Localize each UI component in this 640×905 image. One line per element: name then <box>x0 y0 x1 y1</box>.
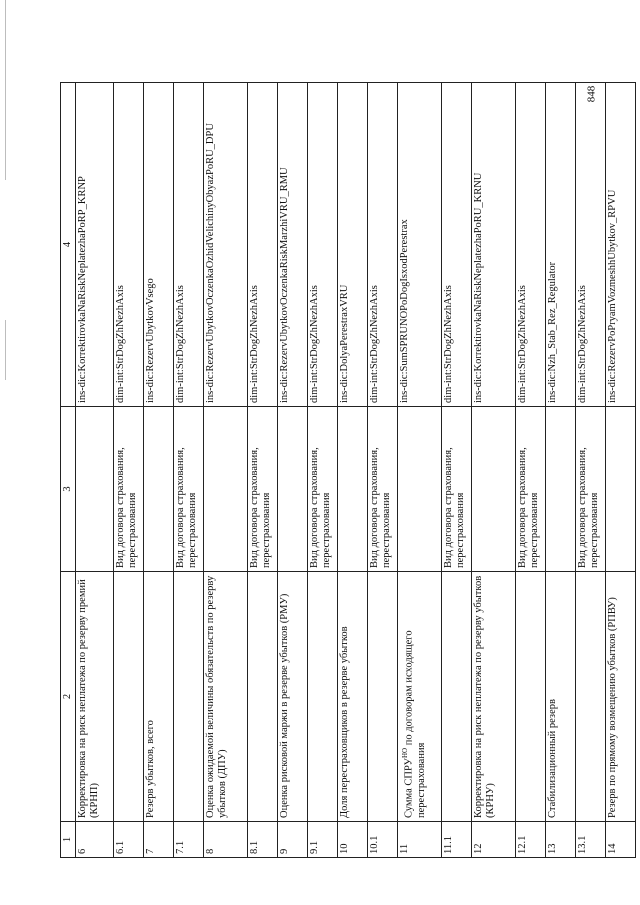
row-number-cell: 13.1 <box>576 822 606 858</box>
indicator-name-cell: Резерв убытков, всего <box>144 572 174 822</box>
dimension-cell: Вид договора страхования, перестрахования <box>368 407 398 572</box>
table-row <box>442 83 472 858</box>
code-cell: ins-dic:RezervUbytkovOczenkaOzhidVelichinyObyazPoRU_DPU <box>204 83 248 407</box>
indicator-name-cell <box>248 572 278 822</box>
dimension-cell: Вид договора страхования, перестрахования <box>576 407 606 572</box>
indicator-name-cell <box>308 572 338 822</box>
dimension-cell: Вид договора страхования, перестрахования <box>442 407 472 572</box>
dimension-cell <box>204 407 248 572</box>
indicator-name-head: Сумма СПРУ <box>403 758 415 818</box>
row-number-cell: 6 <box>76 822 114 858</box>
code-cell: dim-int:StrDogZhNezhAxis <box>516 83 546 407</box>
code-cell: dim-int:StrDogZhNezhAxis <box>114 83 144 407</box>
row-number-cell: 7.1 <box>174 822 204 858</box>
dimension-cell <box>338 407 368 572</box>
dimension-cell <box>472 407 516 572</box>
dimension-cell: Вид договора страхования, перестрахования <box>308 407 338 572</box>
code-cell: dim-int:StrDogZhNezhAxis <box>174 83 204 407</box>
header-cell: 2 <box>61 572 76 822</box>
table-row <box>576 83 606 858</box>
table-row <box>204 83 248 858</box>
dimension-cell: Вид договора страхования, перестрахования <box>114 407 144 572</box>
row-number-cell: 10 <box>338 822 368 858</box>
table-row <box>278 83 308 858</box>
indicator-name-cell: Резерв по прямому возмещению убытков (РПВУ) <box>606 572 636 822</box>
code-cell: dim-int:StrDogZhNezhAxis <box>308 83 338 407</box>
indicator-name-superscript: НО <box>401 747 409 759</box>
row-number-cell: 12 <box>472 822 516 858</box>
table-row <box>248 83 278 858</box>
header-cell: 4 <box>61 83 76 407</box>
code-cell: ins-dic:SumSPRUNOPoDogIsxodPerestrax <box>398 83 442 407</box>
row-number-cell: 12.1 <box>516 822 546 858</box>
code-cell: ins-dic:Nzh_Stab_Rez_Regulator <box>546 83 576 407</box>
indicator-name-cell <box>576 572 606 822</box>
row-number-cell: 8.1 <box>248 822 278 858</box>
code-cell: dim-int:StrDogZhNezhAxis <box>248 83 278 407</box>
indicator-name-cell: Стабилизационный резерв <box>546 572 576 822</box>
dimension-cell: Вид договора страхования, перестрахования <box>174 407 204 572</box>
table-row <box>114 83 144 858</box>
register-table <box>60 82 636 858</box>
indicator-name-cell: Корректировка на риск неплатежа по резерву убытков (КРНУ) <box>472 572 516 822</box>
table-row <box>174 83 204 858</box>
row-number-cell: 14 <box>606 822 636 858</box>
dimension-cell <box>398 407 442 572</box>
table-row <box>606 83 636 858</box>
indicator-name-cell <box>516 572 546 822</box>
row-number-cell: 11 <box>398 822 442 858</box>
code-cell: ins-dic:RezervUbytkovVsego <box>144 83 174 407</box>
row-number-cell: 8 <box>204 822 248 858</box>
code-cell: ins-dic:RezervUbytkovOczenkaRiskMarzhiVRU_RMU <box>278 83 308 407</box>
header-cell: 3 <box>61 407 76 572</box>
indicator-name-cell <box>114 572 144 822</box>
table-row <box>546 83 576 858</box>
code-cell: dim-int:StrDogZhNezhAxis <box>442 83 472 407</box>
header-row <box>61 83 76 858</box>
indicator-name-cell <box>174 572 204 822</box>
row-number-cell: 10.1 <box>368 822 398 858</box>
indicator-name-cell: Корректировка на риск неплатежа по резерву премий (КРНП) <box>76 572 114 822</box>
table-row <box>368 83 398 858</box>
table-row <box>308 83 338 858</box>
row-number-cell: 7 <box>144 822 174 858</box>
code-cell: ins-dic:KorrektirovkaNaRiskNeplatezhaPoRU_KRNU <box>472 83 516 407</box>
scan-edge-line <box>5 0 6 180</box>
row-number-cell: 9 <box>278 822 308 858</box>
dimension-cell <box>144 407 174 572</box>
indicator-name-cell <box>368 572 398 822</box>
table-row <box>338 83 368 858</box>
code-cell: dim-int:StrDogZhNezhAxis <box>368 83 398 407</box>
code-cell: ins-dic:RezervPoPryamVozmeshhUbytkov_RPVU <box>606 83 636 407</box>
indicator-name-cell <box>442 572 472 822</box>
dimension-cell <box>546 407 576 572</box>
table-row <box>472 83 516 858</box>
dimension-cell: Вид договора страхования, перестрахования <box>248 407 278 572</box>
dimension-cell <box>606 407 636 572</box>
row-number-cell: 13 <box>546 822 576 858</box>
row-number-cell: 6.1 <box>114 822 144 858</box>
indicator-name-cell <box>398 572 442 822</box>
table-row <box>398 83 442 858</box>
dimension-cell <box>278 407 308 572</box>
table-row <box>76 83 114 858</box>
indicator-name-cell: Оценка рисковой маржи в резерве убытков (РМУ) <box>278 572 308 822</box>
table-row <box>516 83 546 858</box>
dimension-cell: Вид договора страхования, перестрахования <box>516 407 546 572</box>
code-cell: ins-dic:KorrektirovkaNaRiskNeplatezhaPoRP_KRNP <box>76 83 114 407</box>
table-body <box>76 83 636 858</box>
page-number: 848 <box>585 85 598 103</box>
row-number-cell: 9.1 <box>308 822 338 858</box>
header-cell: 1 <box>61 822 76 858</box>
indicator-name-cell: Оценка ожидаемой величины обязательств по резерву убытков (ДПУ) <box>204 572 248 822</box>
code-cell: dim-int:StrDogZhNezhAxis <box>576 83 606 407</box>
row-number-cell: 11.1 <box>442 822 472 858</box>
code-cell: ins-dic:DolyaPerestraxVRU <box>338 83 368 407</box>
table-row <box>144 83 174 858</box>
scan-edge-line <box>5 320 6 380</box>
indicator-name-tail: по договорам исходящего перестрахования <box>403 630 427 818</box>
dimension-cell <box>76 407 114 572</box>
rotated-table-container <box>60 83 618 858</box>
indicator-name-cell: Доля перестраховщиков в резерве убытков <box>338 572 368 822</box>
